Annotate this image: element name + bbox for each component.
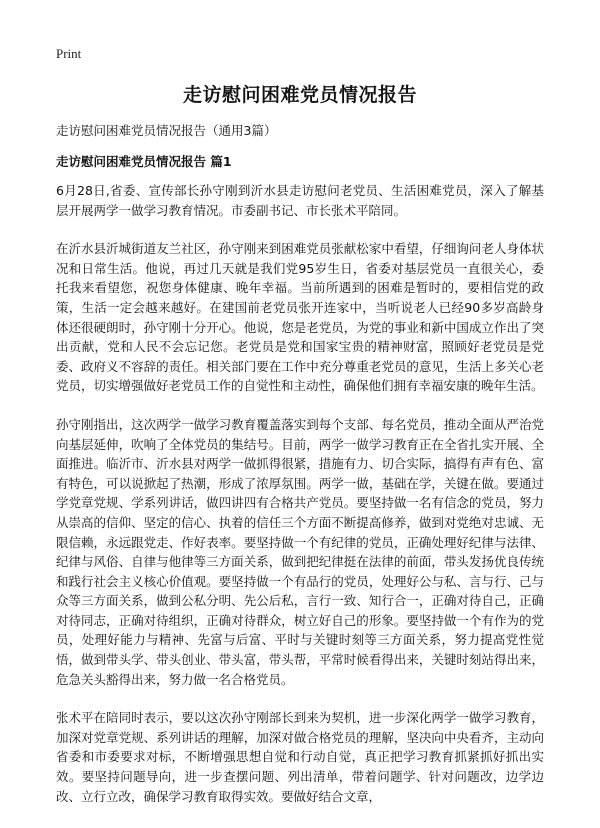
paragraph-4: 张术平在陪同时表示，要以这次孙守刚部长到来为契机，进一步深化两学一做学习教育，加深对党章党规、系列讲话的理解，加深对做合格党员的理解，坚决向中央看齐，主动向省委和市委要求对标，不断增强思想自觉和行动自觉，真正把学习教育抓紧抓好抓出实效。要坚持问题导向，进一步查摆问题、列出清单，带着问题学、针对问题改，边学边改、立行立改，确保学习教育取得实效。要做好结合文章， — [56, 710, 544, 804]
page-title: 走访慰问困难党员情况报告 — [182, 84, 417, 106]
paragraph-1: 6月28日,省委、宣传部长孙守刚到沂水县走访慰问老党员、生活困难党员，深入了解基层开展两学一做学习教育情况。市委副书记、市长张术平陪同。 — [56, 183, 544, 218]
article-body — [56, 181, 544, 825]
section-heading: 走访慰问困难党员情况报告 篇1 — [56, 154, 232, 169]
paragraph-3: 孙守刚指出，这次两学一做学习教育覆盖落实到每个支部、每名党员，推动全面从严治党向基层延伸，吹响了全体党员的集结号。目前，两学一做学习教育正在全省扎实开展、全面推进。临沂市、沂水县对两学一做抓得很紧，措施有力、切合实际，搞得有声有色、富有特色，可以说掀起了热潮，形成了浓厚氛围。两学一做，基础在学，关键在做。要通过学党章党规、学系列讲话，做四讲四有合格共产党员。要坚持做一名有信念的党员，努力从崇高的信仰、坚定的信心、执着的信任三个方面不断提高修养，做到对党绝对忠诚、无限信赖，永远跟党走、作好表率。要坚持做一个有纪律的党员，正确处理好纪律与法律、纪律与风俗、自律与他律等三方面关系，做到把纪律挺在法律的前面，带头发扬优良传统和践行社会主义核心价值观。要坚持做一个有品行的党员，处理好公与私、言与行、己与众等三方面关系，做到公私分明、先公后私，言行一致、知行合一，正确对待自己，正确对待同志，正确对待组织，正确对待群众，树立好自己的形象。要坚持做一个有作为的党员，处理好能力与精神、先富与后富、平时与关键时刻等三方面关系，努力提高党性觉悟，做到带头学、带头创业、带头富，带头帮，平常时候看得出来，关键时刻站得出来，危急关头豁得出来，努力做一名合格党员。 — [56, 416, 544, 687]
print-link[interactable]: Print — [56, 46, 82, 61]
paragraph-2: 在沂水县沂城街道友兰社区，孙守刚来到困难党员张献松家中看望，仔细询问老人身体状况和日常生活。他说，再过几天就是我们党95岁生日，省委对基层党员一直很关心，委托我来看望您，祝您身体健康、晚年幸福。当前所遇到的困难是暂时的，要相信党的政策，生活一定会越来越好。在建国前老党员张开连家中，当听说老人已经90多岁高龄身体还很硬朗时，孙守刚十分开心。他说，您是老党员，为党的事业和新中国成立作出了突出贡献，党和人民不会忘记您。老党员是党和国家宝贵的精神财富，照顾好老党员是党委、政府义不容辞的责任。相关部门要在工作中充分尊重老党员的意见，生活上多关心老党员，切实增强做好老党员工作的自觉性和主动性，确保他们拥有幸福安康的晚年生活。 — [56, 241, 544, 394]
document-subtitle: 走访慰问困难党员情况报告（通用3篇） — [56, 123, 277, 138]
